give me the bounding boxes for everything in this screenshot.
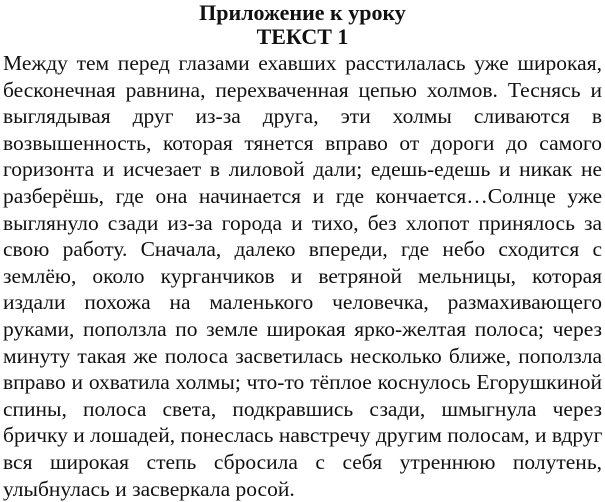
text-line: вся широкая степь сбросила с себя утреннюю полутень, <box>3 449 602 476</box>
document-body <box>3 50 602 502</box>
text-line: разберёшь, где она начинается и где кончается…Солнце уже <box>3 183 602 210</box>
text-line: руками, поползла по земле широкая ярко-желтая полоса; через <box>3 316 602 343</box>
text-line: спины, полоса света, подкравшись сзади, шмыгнула через <box>3 396 602 423</box>
text-line: бесконечная равнина, перехваченная цепью холмов. Теснясь и <box>3 77 602 104</box>
text-line: землёю, около курганчиков и ветряной мельницы, которая <box>3 263 602 290</box>
document-title: Приложение к уроку <box>3 1 602 25</box>
text-line: Между тем перед глазами ехавших расстилалась уже широкая, <box>3 50 602 77</box>
text-line-last: улыбнулась и засверкала росой. <box>3 476 602 502</box>
text-line: вправо и охватила холмы; что-то тёплое коснулось Егорушкиной <box>3 369 602 396</box>
text-line: возвышенность, которая тянется вправо от дороги до самого <box>3 130 602 157</box>
text-line: горизонта и исчезает в лиловой дали; едешь-едешь и никак не <box>3 156 602 183</box>
text-line: выглядывая друг из-за друга, эти холмы сливаются в <box>3 103 602 130</box>
text-line: издали похожа на маленького человечка, размахивающего <box>3 289 602 316</box>
text-line: выглянуло сзади из-за города и тихо, без хлопот принялось за <box>3 210 602 237</box>
text-line: минуту такая же полоса засветилась несколько ближе, поползла <box>3 343 602 370</box>
text-line: бричку и лошадей, понеслась навстречу другим полосам, и вдруг <box>3 422 602 449</box>
document-subtitle: ТЕКСТ 1 <box>3 25 602 49</box>
text-line: свою работу. Сначала, далеко впереди, где небо сходится с <box>3 236 602 263</box>
